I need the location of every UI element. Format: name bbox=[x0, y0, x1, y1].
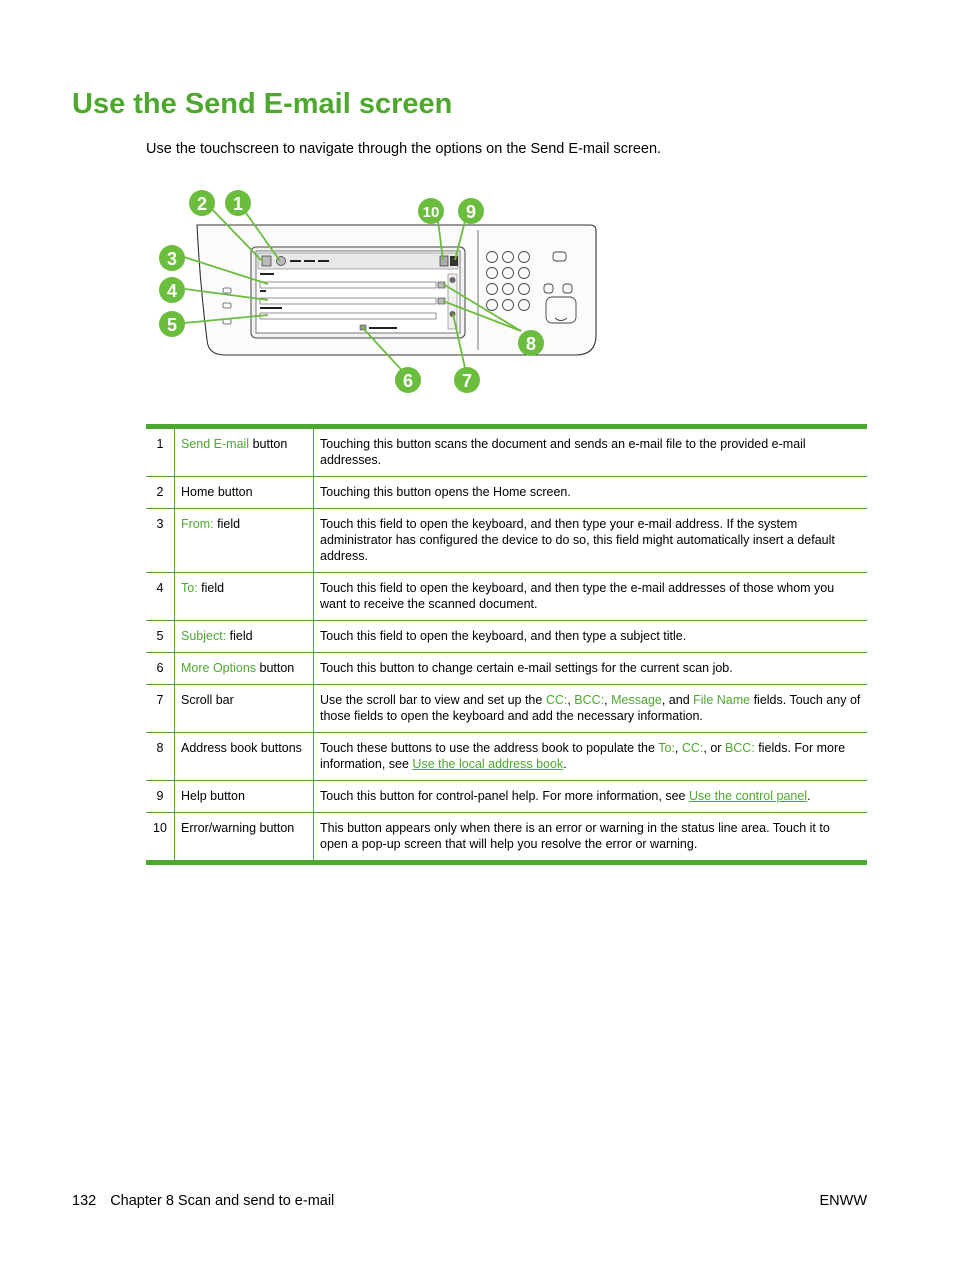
description-text: Touch this button to change certain e-mail settings for the current scan job. bbox=[320, 661, 733, 675]
description-text: CC: bbox=[545, 693, 568, 707]
description-text: . bbox=[807, 789, 811, 803]
item-description bbox=[314, 685, 868, 733]
description-text: CC: bbox=[681, 741, 704, 755]
description-text: Touch this field to open the keyboard, and then type a subject title. bbox=[320, 629, 687, 643]
table-row bbox=[146, 509, 867, 573]
description-text: , bbox=[567, 693, 575, 707]
callout-number: 4 bbox=[146, 573, 175, 621]
page-footer-left bbox=[72, 1193, 348, 1209]
item-name bbox=[175, 621, 314, 653]
item-name bbox=[175, 653, 314, 685]
page-title: Use the Send E-mail screen bbox=[72, 88, 453, 120]
table-row bbox=[146, 781, 867, 813]
item-description bbox=[314, 477, 868, 509]
item-text: Send E-mail bbox=[181, 437, 250, 451]
cross-reference-link[interactable]: Use the control panel bbox=[688, 789, 808, 803]
description-text: , bbox=[604, 693, 612, 707]
svg-text:5: 5 bbox=[166, 315, 178, 335]
description-text: Touching this button opens the Home screen. bbox=[320, 485, 571, 499]
svg-text:6: 6 bbox=[402, 371, 414, 391]
item-text: Error/warning button bbox=[181, 821, 295, 835]
callout-7-marker bbox=[454, 367, 480, 393]
description-text: To: bbox=[658, 741, 675, 755]
item-text: Help button bbox=[181, 789, 245, 803]
callout-10-marker bbox=[418, 198, 444, 224]
description-text: fields. Touch any of those fields to open the keyboard and add the necessary information. bbox=[320, 693, 861, 723]
callout-number: 6 bbox=[146, 653, 175, 685]
callout-5-marker bbox=[159, 311, 185, 337]
item-text: button bbox=[256, 661, 295, 675]
item-text: Address book buttons bbox=[181, 741, 302, 755]
item-description bbox=[314, 653, 868, 685]
callout-6-marker bbox=[395, 367, 421, 393]
svg-text:1: 1 bbox=[232, 194, 244, 214]
item-text: Home button bbox=[181, 485, 253, 499]
table-row bbox=[146, 573, 867, 621]
item-text: From: bbox=[181, 517, 214, 531]
table-row bbox=[146, 733, 867, 781]
callout-number: 2 bbox=[146, 477, 175, 509]
item-text: More Options bbox=[181, 661, 257, 675]
table-row bbox=[146, 813, 867, 863]
description-text: Touch these buttons to use the address book to populate the bbox=[320, 741, 659, 755]
item-name bbox=[175, 813, 314, 863]
callout-number: 9 bbox=[146, 781, 175, 813]
description-text: Touch this button for control-panel help. For more information, see bbox=[320, 789, 689, 803]
page-footer-right: ENWW bbox=[819, 1193, 867, 1209]
description-text: fields. For more information, see bbox=[320, 741, 846, 771]
description-text: , or bbox=[703, 741, 725, 755]
description-text: Touching this button scans the document and sends an e-mail file to the provided e-mail addresses. bbox=[320, 437, 806, 467]
description-text: Touch this field to open the keyboard, and then type your e-mail address. If the system administrator has configured the device to do so, this field might automatically insert a default address. bbox=[320, 517, 835, 563]
callout-9-marker bbox=[458, 198, 484, 224]
description-text: File Name bbox=[693, 693, 751, 707]
item-description bbox=[314, 509, 868, 573]
callout-number: 5 bbox=[146, 621, 175, 653]
chapter-title: Chapter 8 Scan and send to e-mail bbox=[110, 1193, 335, 1209]
item-name bbox=[175, 573, 314, 621]
description-text: BCC: bbox=[574, 693, 605, 707]
description-text: Touch this field to open the keyboard, and then type the e-mail addresses of those whom you want to receive the scanned document. bbox=[320, 581, 835, 611]
description-text: Message bbox=[611, 693, 662, 707]
svg-text:8: 8 bbox=[525, 334, 537, 354]
callout-8-marker bbox=[518, 330, 544, 356]
svg-text:10: 10 bbox=[422, 204, 440, 221]
callout-number: 1 bbox=[146, 427, 175, 477]
svg-text:3: 3 bbox=[166, 249, 178, 269]
item-description bbox=[314, 813, 868, 863]
item-text: To: bbox=[181, 581, 198, 595]
cross-reference-link[interactable]: Use the local address book bbox=[412, 757, 564, 771]
item-description bbox=[314, 733, 868, 781]
callout-number: 3 bbox=[146, 509, 175, 573]
item-name bbox=[175, 427, 314, 477]
item-text: Scroll bar bbox=[181, 693, 234, 707]
description-text: , and bbox=[661, 693, 694, 707]
callout-1-marker bbox=[225, 190, 251, 216]
item-description bbox=[314, 427, 868, 477]
callout-number: 8 bbox=[146, 733, 175, 781]
item-text: button bbox=[249, 437, 288, 451]
description-text: . bbox=[563, 757, 567, 771]
item-text: field bbox=[226, 629, 253, 643]
item-text: field bbox=[197, 581, 225, 595]
callout-3-marker bbox=[159, 245, 185, 271]
table-row bbox=[146, 621, 867, 653]
item-description bbox=[314, 573, 868, 621]
item-name bbox=[175, 781, 314, 813]
table-row bbox=[146, 653, 867, 685]
description-text: BCC: bbox=[724, 741, 755, 755]
callout-number: 10 bbox=[146, 813, 175, 863]
description-text: Use the scroll bar to view and set up the bbox=[320, 693, 546, 707]
table-row bbox=[146, 477, 867, 509]
svg-text:7: 7 bbox=[461, 371, 473, 391]
item-name bbox=[175, 685, 314, 733]
callout-definitions-table bbox=[146, 424, 867, 865]
callout-number: 7 bbox=[146, 685, 175, 733]
item-text: field bbox=[213, 517, 241, 531]
item-description bbox=[314, 781, 868, 813]
description-text: , bbox=[674, 741, 682, 755]
intro-text: Use the touchscreen to navigate through the options on the Send E-mail screen. bbox=[146, 141, 662, 157]
svg-text:2: 2 bbox=[196, 194, 208, 214]
callout-2-marker bbox=[189, 190, 215, 216]
item-name bbox=[175, 509, 314, 573]
svg-text:9: 9 bbox=[465, 202, 477, 222]
page-number: 132 bbox=[72, 1193, 97, 1209]
svg-text:4: 4 bbox=[166, 281, 178, 301]
item-description bbox=[314, 621, 868, 653]
table-row bbox=[146, 427, 867, 477]
table-row bbox=[146, 685, 867, 733]
item-name bbox=[175, 477, 314, 509]
description-text: This button appears only when there is an error or warning in the status line area. Touch it to open a pop-up screen that will help you resolve the error or warning. bbox=[320, 821, 830, 851]
item-text: Subject: bbox=[181, 629, 227, 643]
callout-4-marker bbox=[159, 277, 185, 303]
control-panel-illustration bbox=[150, 190, 610, 400]
item-name bbox=[175, 733, 314, 781]
